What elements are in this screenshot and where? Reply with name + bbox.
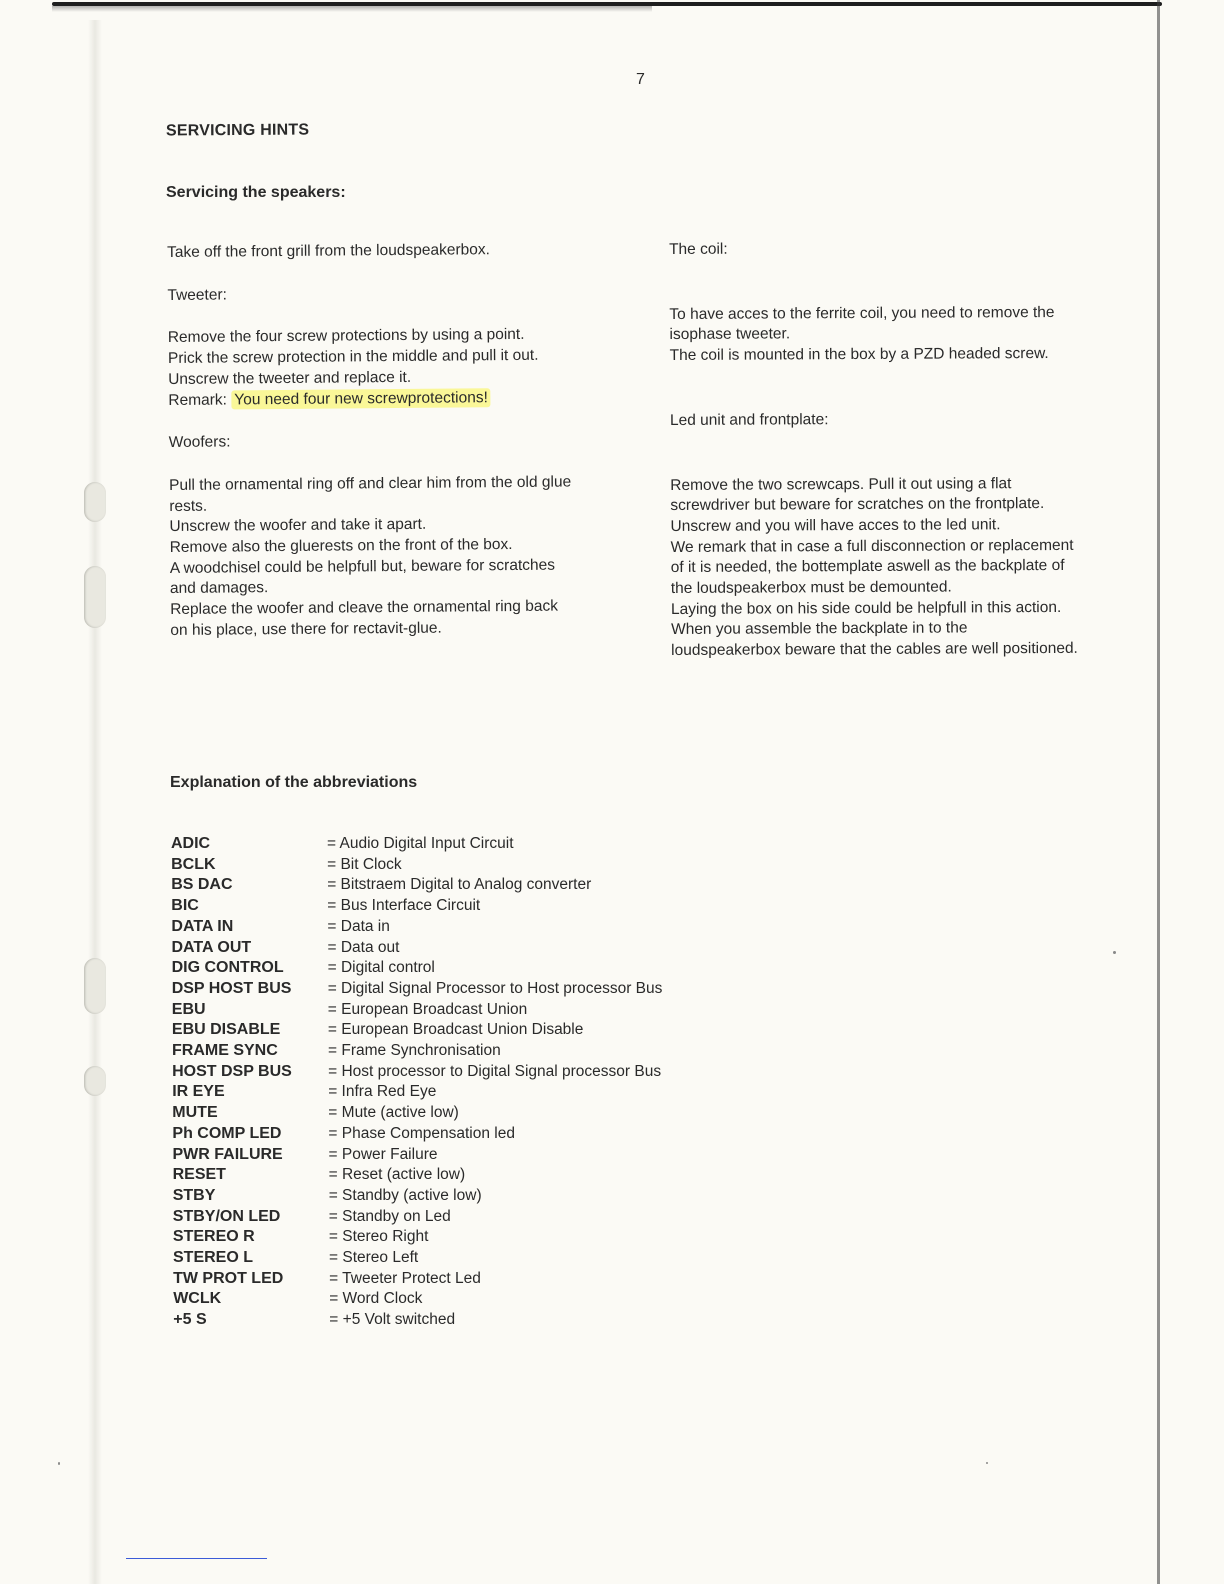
abbreviation-definition: = Bus Interface Circuit [327, 897, 481, 915]
abbreviation-definition: = Host processor to Digital Signal processor Bus [328, 1062, 662, 1080]
scan-right-edge [1157, 0, 1160, 1584]
text-line: the loudspeakerbox must be demounted. [670, 578, 952, 598]
text-line: When you assemble the backplate in to the [670, 619, 968, 639]
punch-hole [84, 566, 106, 628]
remark-label: Remark: [168, 390, 232, 409]
abbreviation-definition: = Word Clock [329, 1290, 423, 1308]
abbreviation-definition: = Digital control [327, 959, 435, 977]
text-line: Tweeter: [167, 286, 227, 304]
section-title: SERVICING HINTS [165, 121, 310, 140]
abbreviation-term: EBU DISABLE [171, 1021, 281, 1039]
abbreviation-definition: = Standby (active low) [328, 1186, 482, 1204]
text-line: The coil: [669, 240, 728, 258]
abbreviation-term: PWR FAILURE [172, 1145, 283, 1163]
text-line: and damages. [169, 579, 269, 598]
footer-rule [126, 1558, 267, 1559]
text-line: Take off the front grill from the loudspeakerbox. [167, 241, 490, 261]
text-line: Unscrew the woofer and take it apart. [169, 516, 427, 536]
text-line: rests. [169, 497, 208, 515]
paragraph-gap [670, 429, 1130, 453]
text-line: To have acces to the ferrite coil, you need to remove the [669, 303, 1055, 323]
abbreviation-term: Ph COMP LED [172, 1124, 282, 1142]
text-line: Prick the screw protection in the middle and pull it out. [167, 346, 539, 368]
abbreviation-definition: = Audio Digital Input Circuit [327, 835, 514, 852]
scan-speck [986, 1462, 988, 1464]
abbreviation-definition: = Reset (active low) [328, 1166, 466, 1184]
abbreviation-term: STEREO L [173, 1249, 254, 1266]
abbreviation-term: ADIC [171, 835, 211, 852]
abbreviation-term: DATA OUT [171, 938, 252, 956]
abbreviations-title: Explanation of the abbreviations [170, 774, 418, 791]
scan-speck [1113, 951, 1116, 954]
abbreviation-definition: = Bit Clock [327, 855, 402, 873]
abbreviation-definition: = Tweeter Protect Led [329, 1269, 481, 1287]
text-line: The coil is mounted in the box by a PZD headed screw. [669, 345, 1049, 365]
abbreviation-term: DIG CONTROL [171, 959, 284, 977]
abbreviation-term: HOST DSP BUS [172, 1062, 292, 1080]
text-line: Replace the woofer and cleave the ornamental ring back [170, 597, 559, 619]
abbreviation-term: +5 S [173, 1311, 207, 1329]
abbreviation-term: STBY/ON LED [172, 1207, 281, 1225]
left-column [167, 239, 640, 642]
abbreviation-definition: = Stereo Left [329, 1249, 419, 1266]
abbreviation-definition: = Data in [327, 917, 390, 935]
abbreviation-term: RESET [172, 1166, 226, 1184]
abbreviation-definition: = Power Failure [328, 1145, 438, 1163]
text-line: loudspeakerbox beware that the cables are well positioned. [671, 640, 1078, 660]
abbreviation-term: IR EYE [172, 1083, 225, 1101]
text-line: We remark that in case a full disconnection or replacement [670, 536, 1074, 556]
text-line: Laying the box on his side could be helpfull in this action. [670, 598, 1062, 618]
abbreviation-term: EBU [171, 1000, 206, 1018]
abbreviation-definition: = European Broadcast Union [327, 1000, 528, 1018]
text-line: of it is needed, the bottemplate aswell as the backplate of [670, 557, 1065, 577]
punch-hole [84, 958, 106, 1014]
binding-strip [88, 20, 102, 1584]
abbreviation-definition: = Frame Synchronisation [328, 1042, 501, 1059]
text-line: Unscrew the tweeter and replace it. [168, 368, 412, 388]
abbreviation-term: STBY [172, 1186, 216, 1204]
paragraph-gap [670, 386, 1130, 410]
paragraph-gap [670, 451, 1130, 475]
right-column [669, 238, 1131, 662]
abbreviation-definition: = Bitstraem Digital to Analog converter [327, 876, 592, 894]
scan-top-shadow [52, 6, 652, 12]
abbreviation-definition: = Mute (active low) [328, 1104, 459, 1122]
abbreviation-term: STEREO R [172, 1228, 255, 1246]
abbreviation-term: MUTE [172, 1104, 218, 1122]
abbreviation-definition: = Infra Red Eye [328, 1083, 437, 1101]
page-number: 7 [636, 71, 645, 88]
scan-speck [58, 1462, 60, 1465]
abbreviation-definition: = Digital Signal Processor to Host processor Bus [327, 979, 663, 997]
punch-hole [84, 1066, 106, 1096]
text-line: Pull the ornamental ring off and clear him from the old glue [169, 473, 572, 494]
text-line: Led unit and frontplate: [669, 410, 829, 429]
text-line: Remove the four screw protections by using a point. [167, 326, 525, 347]
text-line: A woodchisel could be helpfull but, beware for scratches [169, 556, 556, 577]
highlighted-remark: You need four new screwprotections! [231, 388, 491, 409]
paragraph-gap [670, 364, 1130, 388]
paragraph-gap [669, 280, 1129, 304]
paragraph-gap [669, 258, 1129, 282]
abbreviation-term: DSP HOST BUS [171, 979, 292, 997]
subsection-title: Servicing the speakers: [166, 184, 346, 201]
text-line: screwdriver but beware for scratches on the frontplate. [670, 495, 1045, 515]
abbreviation-definition: = Data out [327, 938, 400, 956]
abbreviation-term: WCLK [173, 1290, 222, 1308]
abbreviation-definition: = European Broadcast Union Disable [327, 1021, 584, 1039]
abbreviation-definition: = Standby on Led [328, 1207, 451, 1225]
text-line: Remove also the gluerests on the front of the box. [169, 536, 513, 557]
abbreviation-definition: = +5 Volt switched [329, 1311, 456, 1329]
abbreviation-definition: = Phase Compensation led [328, 1124, 515, 1142]
abbreviation-term: BCLK [171, 855, 216, 873]
text-line: Woofers: [168, 433, 231, 452]
text-line: Unscrew and you will have acces to the led unit. [670, 516, 1001, 535]
text-line: isophase tweeter. [669, 325, 791, 344]
text-line: Remove the two screwcaps. Pull it out using a flat [670, 474, 1012, 494]
abbreviation-term: FRAME SYNC [172, 1042, 278, 1059]
abbreviation-term: BIC [171, 897, 199, 915]
punch-hole [84, 482, 106, 522]
text-line: on his place, use there for rectavit-glue. [170, 619, 442, 639]
abbreviation-term: BS DAC [171, 876, 233, 894]
abbreviation-definition: = Stereo Right [328, 1228, 429, 1246]
abbreviation-term: DATA IN [171, 917, 234, 935]
abbreviation-term: TW PROT LED [173, 1269, 284, 1287]
